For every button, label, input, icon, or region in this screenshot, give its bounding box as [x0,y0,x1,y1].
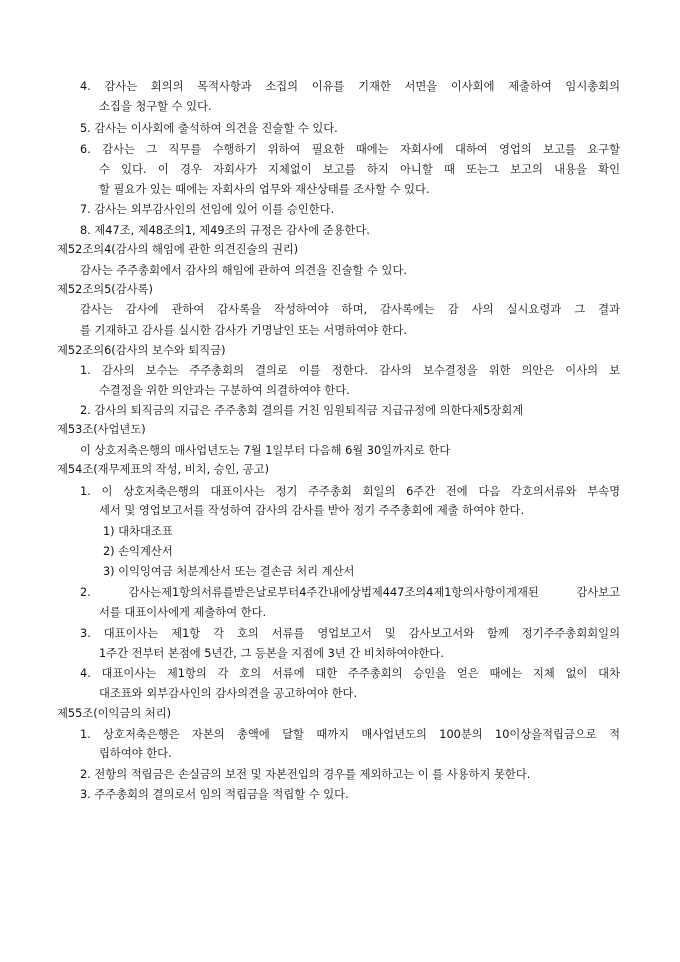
text-line: 6. 감사는 그 직무를 수행하기 위하여 필요한 때에는 자회사에 대하여 영업의 보고를 요구할 [80,143,620,156]
text-line: 소집을 청구할 수 있다. [99,100,212,113]
text-line: 할 필요가 있는 때에는 자회사의 업무와 재산상태를 조사할 수 있다. [99,183,430,196]
article-heading: 제52조의4(감사의 해임에 관한 의견진술의 권리) [57,243,299,256]
text-line: 1. 감사의 보수는 주주총회의 결의로 이를 정한다. 감사의 보수결정을 위한 의안은 이사의 보 [80,364,620,377]
text-line: 4. 대표이사는 제1항의 각 호의 서류에 대한 주주총회의 승인을 얻은 때에는 지체 없이 대차 [80,667,620,680]
text-line: 5. 감사는 이사회에 출석하여 의견을 진술할 수 있다. [80,122,338,135]
text-line: 3) 이익잉여금 처분계산서 또는 결손금 처리 계산서 [103,565,355,578]
text-line: 1주간 전부터 본점에 5년간, 그 등본을 지점에 3년 간 비치하여야한다. [99,647,444,660]
article-heading: 제55조(이익금의 처리) [57,707,172,720]
article-heading: 제53조(사업년도) [57,423,146,436]
text-line: 1) 대차대조표 [103,525,173,538]
text-line: 2) 손익계산서 [103,545,173,558]
text-line: 감사는 주주총회에서 감사의 해임에 관하여 의견을 진술할 수 있다. [80,264,407,277]
text-line: 이 상호저축은행의 매사업년도는 7월 1일부터 다음해 6월 30일까지로 한다 [80,444,451,457]
text-line: 대조표와 외부감사인의 감사의견을 공고하여야 한다. [99,687,358,700]
text-line: 2. 전항의 적립금은 손실금의 보전 및 자본전입의 경우를 제외하고는 이 를 사용하지 못한다. [80,768,531,781]
text-line: 2. 감사는제1항의서류를받은날로부터4주간내에상법제447조의4제1항의사항이게재된 감사보고 [80,586,620,599]
article-heading: 제54조(재무제표의 작성, 비치, 승인, 공고) [57,463,270,476]
text-line: 수 있다. 이 경우 자회사가 지체없이 보고를 하지 아니할 때 또는그 보고의 내용을 확인 [99,163,620,176]
text-line: 1. 상호저축은행은 자본의 총액에 달할 때까지 매사업년도의 100분의 10이상을적립금으로 적 [80,728,620,741]
text-line: 수결정을 위한 의안과는 구분하여 의결하여야 한다. [99,384,350,397]
text-line: 7. 감사는 외부감사인의 선임에 있어 이를 승인한다. [80,203,335,216]
article-heading: 제52조의5(감사록) [57,283,153,296]
text-line: 3. 주주총회의 결의로서 임의 적립금을 적립할 수 있다. [80,788,349,801]
text-line: 8. 제47조, 제48조의1, 제49조의 규정은 감사에 준용한다. [80,224,370,237]
text-line: 를 기재하고 감사를 실시한 감사가 기명날인 또는 서명하여야 한다. [80,324,407,337]
text-line: 감사는 감사에 관하여 감사록을 작성하여야 하며, 감사록에는 감 사의 실시요령과 그 결과 [80,303,620,316]
article-heading: 제52조의6(감사의 보수와 퇴직금) [57,344,226,357]
text-line: 4. 감사는 회의의 목적사항과 소집의 이유를 기재한 서면을 이사회에 제출하여 임시총회의 [80,80,620,93]
text-line: 세서 및 영업보고서를 작성하여 감사의 감사를 받아 정기 주주총회에 제출 하여야 한다. [99,504,525,517]
text-line: 2. 감사의 퇴직금의 지급은 주주총회 결의를 거친 임원퇴직금 지급규정에 의한다제5장회계 [80,404,524,417]
text-line: 서를 대표이사에게 제출하여 한다. [99,606,267,619]
text-line: 1. 이 상호저축은행의 대표이사는 정기 주주총회 회일의 6주간 전에 다음 각호의서류와 부속명 [80,485,620,498]
text-line: 3. 대표이사는 제1항 각 호의 서류를 영업보고서 및 감사보고서와 함께 정기주주총회회일의 [80,627,620,640]
text-line: 립하여야 한다. [99,747,172,760]
